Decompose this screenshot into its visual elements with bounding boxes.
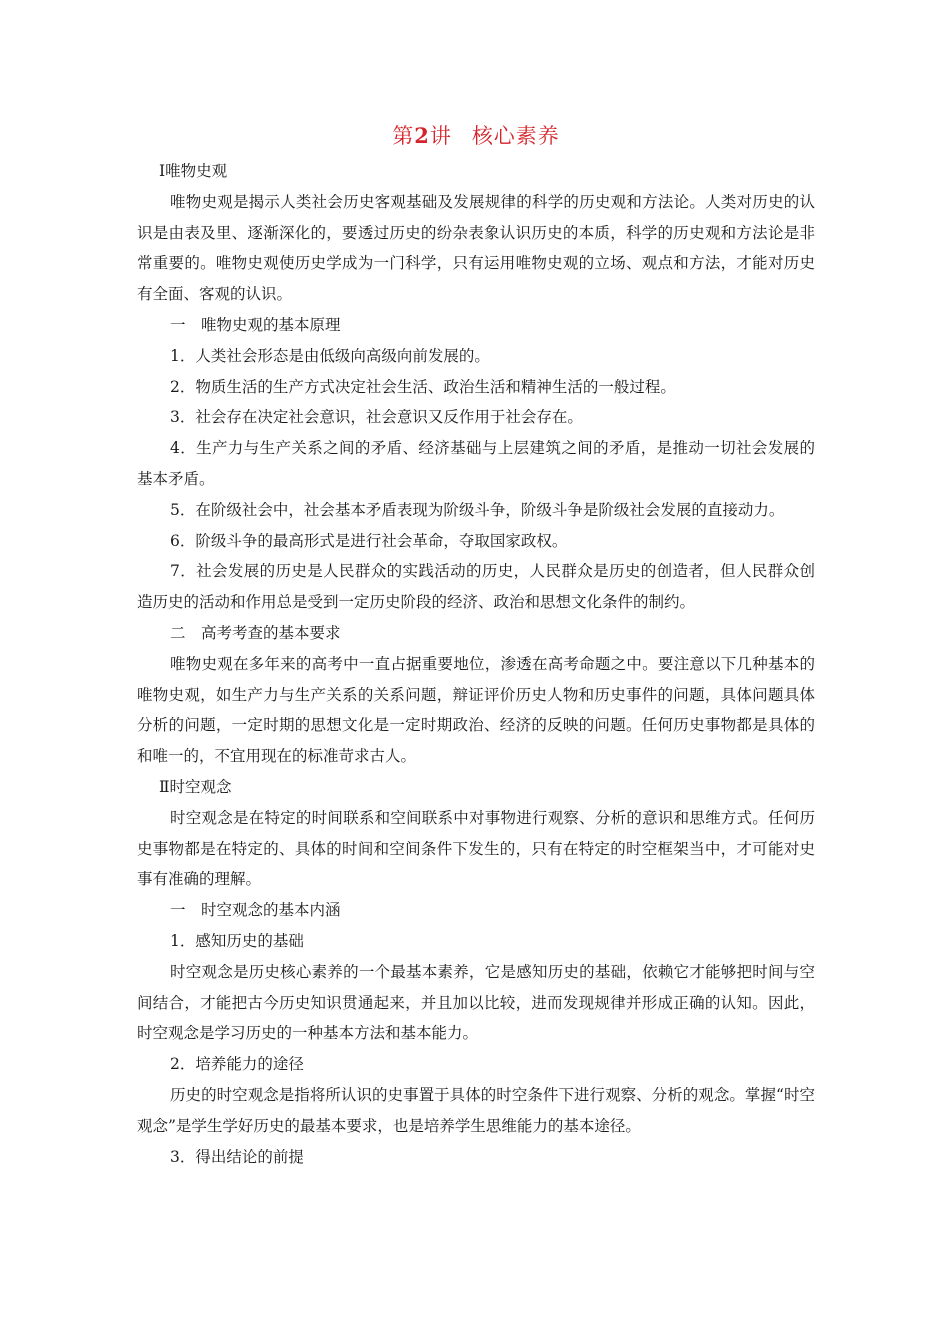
principle-item: 2．物质生活的生产方式决定社会生活、政治生活和精神生活的一般过程。 [170,377,676,396]
principle-item: 6．阶级斗争的最高形式是进行社会革命，夺取国家政权。 [170,531,568,550]
principle-item: 1．人类社会形态是由低级向高级向前发展的。 [170,346,490,365]
paragraph-materialism-intro: 唯物史观是揭示人类社会历史客观基础及发展规律的科学的历史观和方法论。人类对历史的认识是由表及里、逐渐深化的，要透过历史的纷杂表象认识历史的本质，科学的历史观和方法论是非常重要的。唯物史观使历史学成为一门科学，只有运用唯物史观的立场、观点和方法，才能对历史有全面、客观的认识。 [137,192,815,304]
principle-item: 3．社会存在决定社会意识，社会意识又反作用于社会存在。 [170,408,583,427]
title-prefix: 第 [392,124,415,148]
paragraph-foundation: 时空观念是历史核心素养的一个最基本素养，它是感知历史的基础，依赖它才能够把时间与空间结合，才能把古今历史知识贯通起来，并且加以比较，进而发现规律并形成正确的认知。因此，时空观念是学习历史的一种基本方法和基本能力。 [137,962,815,1043]
subsection-heading-spacetime-connotation: 一 时空观念的基本内涵 [170,901,341,920]
document-page [137,118,815,1172]
title-number: 2 [414,123,430,148]
subsection-heading-principles: 一 唯物史观的基本原理 [170,315,341,334]
paragraph-spacetime-intro: 时空观念是在特定的时间联系和空间联系中对事物进行观察、分析的意识和思维方式。任何历史事物都是在特定的、具体的时间和空间条件下发生的，只有在特定的时空框架当中，才可能对史事有准确的理解。 [137,808,815,889]
principle-item: 7．社会发展的历史是人民群众的实践活动的历史，人民群众是历史的创造者，但人民群众创造历史的活动和作用总是受到一定历史阶段的经济、政治和思想文化条件的制约。 [137,562,815,612]
section-heading-spacetime: Ⅱ时空观念 [159,777,232,796]
principle-item: 4．生产力与生产关系之间的矛盾、经济基础与上层建筑之间的矛盾，是推动一切社会发展的基本矛盾。 [137,439,815,488]
section-heading-materialism: Ⅰ唯物史观 [159,162,228,180]
item-heading-ability: 2．培养能力的途径 [170,1055,304,1074]
paragraph-exam-requirements: 唯物史观在多年来的高考中一直占据重要地位，渗透在高考命题之中。要注意以下几种基本的唯物史观，如生产力与生产关系的关系问题，辩证评价历史人物和历史事件的问题，具体问题具体分析的问题，一定时期的思想文化是一定时期政治、经济的反映的问题。任何历史事物都是具体的和唯一的，不宜用现在的标准苛求古人。 [137,654,815,766]
item-heading-foundation: 1．感知历史的基础 [170,931,304,950]
title-lecture: 讲 [429,124,452,148]
principle-item: 5．在阶级社会中，社会基本矛盾表现为阶级斗争，阶级斗争是阶级社会发展的直接动力。 [170,500,785,519]
subsection-heading-exam-requirements: 二 高考考查的基本要求 [170,623,341,642]
paragraph-ability: 历史的时空观念是指将所认识的史事置于具体的时空条件下进行观察、分析的观念。掌握“时空观念”是学生学好历史的最基本要求，也是培养学生思维能力的基本途径。 [137,1085,815,1135]
title-topic: 核心素养 [471,124,560,148]
item-heading-premise: 3．得出结论的前提 [170,1147,304,1166]
page-title [137,118,815,154]
